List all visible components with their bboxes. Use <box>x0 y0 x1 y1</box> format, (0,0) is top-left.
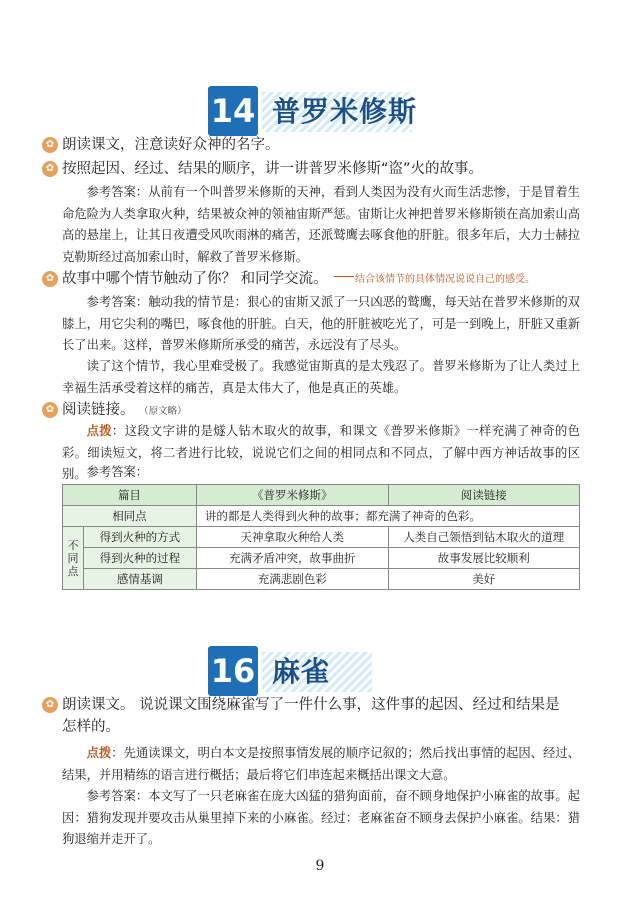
lesson-title: 普罗米修斯 <box>272 95 418 128</box>
flower-bullet-icon: ✿ <box>42 271 58 287</box>
row-value: 讲的都是人类得到火种的故事；都充满了神奇的色彩。 <box>196 506 579 527</box>
tip-label: 点拨 <box>86 423 112 438</box>
tip-text: ：这段文字讲的是燧人钻木取火的故事，和课文《普罗米修斯》一样充满了神奇的色彩。细读短文，将二者进行比较，说说它们之间的相同点和不同点，了解中西方神话故事的区别。 <box>62 424 580 481</box>
row-value: 故事发展比较顺利 <box>388 548 579 569</box>
diff-label: 不同点 <box>63 527 84 590</box>
answer-label: 参考答案： <box>86 185 149 199</box>
answer-label: 参考答案： <box>86 789 149 803</box>
flower-bullet-icon: ✿ <box>42 137 58 153</box>
task-note: （原文略） <box>139 406 187 417</box>
task-text-line-2: 怎样的。 <box>62 719 120 735</box>
row-label: 相同点 <box>63 506 197 527</box>
comparison-table <box>62 484 580 590</box>
lesson-title: 麻雀 <box>272 655 331 688</box>
task-text: 故事中哪个情节触动了你？ 和同学交流。 <box>62 271 328 287</box>
answer-16 <box>62 786 580 851</box>
task-text-line-1: 朗读课文。 说说课文围绕麻雀写了一件什么事，这件事的起因、经过和结果是 <box>62 697 560 713</box>
task-text: 阅读链接。 <box>62 402 135 418</box>
page-number: 9 <box>315 858 325 874</box>
task-text: 按照起因、经过、结果的顺序，讲一讲普罗米修斯“盗”火的故事。 <box>62 161 484 177</box>
tip-label: 点拨 <box>86 745 112 760</box>
answer-text: 本文写了一只老麻雀在庞大凶猛的猎狗面前，奋不顾身地保护小麻雀的故事。起因：猎狗发现并要攻击从巢里掉下来的小麻雀。经过：老麻雀奋不顾身去保护小麻雀。结果：猎狗退缩并走开了。 <box>62 789 580 846</box>
row-label: 感情基调 <box>83 569 196 590</box>
answer-label: 参考答案： <box>86 295 149 309</box>
annotation-arrow <box>334 276 354 278</box>
table-header-row <box>63 485 580 506</box>
task-3-annotation: 结合该情节的具体情况说说自己的感受。 <box>355 274 535 285</box>
row-label: 得到火种的过程 <box>83 548 196 569</box>
answer-2 <box>62 182 580 268</box>
flower-bullet-icon: ✿ <box>42 402 58 418</box>
task-3 <box>45 268 328 290</box>
table-header-cell: 《普罗米修斯》 <box>196 485 388 506</box>
task-1 <box>45 134 280 156</box>
row-value: 充满矛盾冲突，故事曲折 <box>196 548 388 569</box>
task-2 <box>45 158 484 180</box>
lesson-number: 14 <box>208 86 258 136</box>
table-header-cell: 篇目 <box>63 485 197 506</box>
flower-bullet-icon: ✿ <box>42 697 58 713</box>
table-row <box>63 527 580 548</box>
lesson-number: 16 <box>208 646 258 696</box>
table-row <box>63 548 580 569</box>
table-row-same <box>63 506 580 527</box>
answer-text: 触动我的情节是：狠心的宙斯又派了一只凶恶的鹫鹰，每天站在普罗米修斯的双膝上，用它尖利的嘴巴，啄食他的肝脏。白天，他的肝脏被吃光了，可是一到晚上，肝脏又重新长了出来。这样，普罗米修斯所承受的痛苦，永远没有了尽头。 <box>62 295 580 352</box>
tip-text: ：先通读课文，明白本文是按照事情发展的顺序记叙的；然后找出事情的起因、经过、结果，并用精练的语言进行概括；最后将它们串连起来概括出课文大意。 <box>62 746 580 782</box>
table-header-cell: 阅读链接 <box>388 485 579 506</box>
task-16-1 <box>45 694 580 738</box>
row-value: 人类自己领悟到钻木取火的道理 <box>388 527 579 548</box>
answer-text: 从前有一个叫普罗米修斯的天神，看到人类因为没有火而生活悲惨，于是冒着生命危险为人类拿取火种，结果被众神的领袖宙斯严惩。宙斯让火神把普罗米修斯锁在高加索山高高的悬崖上，让其日夜遭受风吹雨淋的痛苦，还派鹫鹰去啄食他的肝脏。很多年后，大力士赫拉克勒斯经过高加索山时，解救了普罗米修斯。 <box>62 185 580 264</box>
table-row <box>63 569 580 590</box>
task-text: 朗读课文，注意读好众神的名字。 <box>62 137 280 153</box>
flower-bullet-icon: ✿ <box>42 161 58 177</box>
answer-3-part-2: 读了这个情节，我心里难受极了。我感觉宙斯真的是太残忍了。普罗米修斯为了让人类过上幸福生活承受着这样的痛苦，真是太伟大了，他是真正的英雄。 <box>62 359 580 395</box>
tip-16 <box>62 742 580 786</box>
row-value: 美好 <box>388 569 579 590</box>
answer-4-label: 参考答案： <box>86 465 149 479</box>
row-label: 得到火种的方式 <box>83 527 196 548</box>
row-value: 充满悲剧色彩 <box>196 569 388 590</box>
answer-3-part-1 <box>62 292 580 357</box>
row-value: 天神拿取火种给人类 <box>196 527 388 548</box>
